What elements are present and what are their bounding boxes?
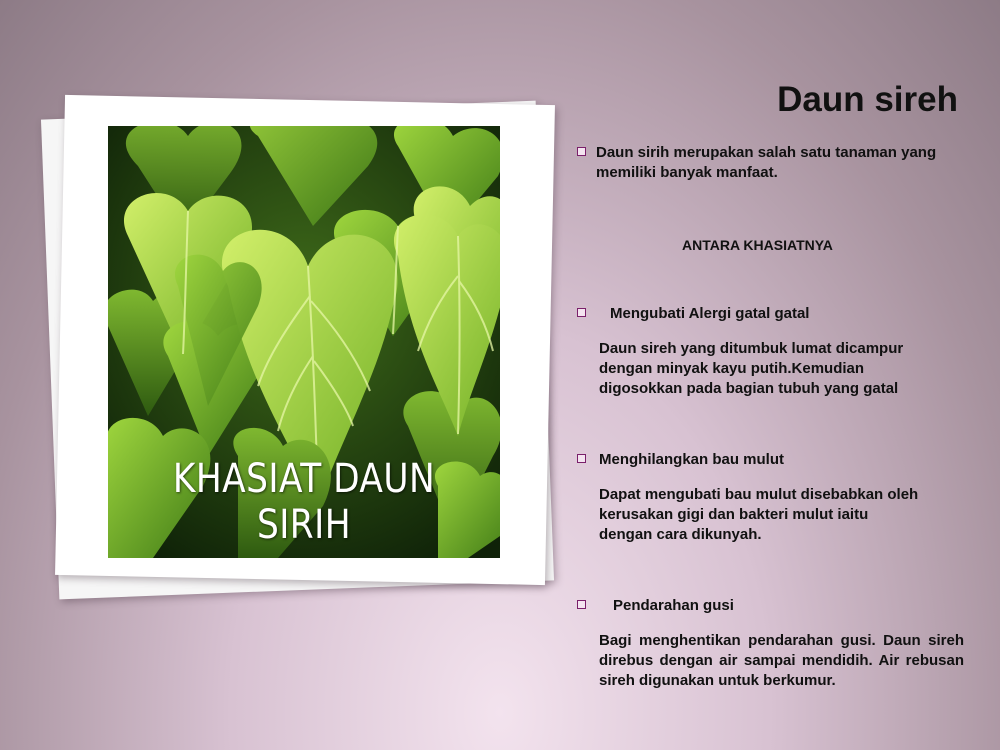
item-heading-alergi: Mengubati Alergi gatal gatal [610,305,810,322]
bullet-icon [577,147,586,156]
item-text-pendarahan: Bagi menghentikan pendarahan gusi. Daun sireh direbus dengan air sampai mendidih. Air rebusan sireh digunakan untuk berkumur. [599,632,964,689]
slide-title: Daun sireh [777,80,958,119]
bullet-icon [577,454,586,463]
item-heading-bau-mulut: Menghilangkan bau mulut [599,451,785,468]
text-line: kerusakan gigi dan bakteri mulut iaitu [599,506,869,523]
item-text-bau-mulut [599,485,959,545]
text-line: Dapat mengubati bau mulut disebabkan oleh [599,486,919,503]
section-heading: ANTARA KHASIATNYA [682,237,833,253]
intro-text: Daun sirih merupakan salah satu tanaman yang memiliki banyak manfaat. [596,144,937,181]
item-text-alergi [599,339,959,399]
text-line: dengan cara dikunyah. [599,526,762,543]
text-line: digosokkan pada bagian tubuh yang gatal [599,380,899,397]
text-line: dengan minyak kayu putih.Kemudian [599,360,865,377]
bullet-icon [577,600,586,609]
bullet-icon [577,308,586,317]
text-line: Daun sireh yang ditumbuk lumat dicampur [599,340,904,357]
item-heading-pendarahan: Pendarahan gusi [613,597,734,614]
photo-caption: KHASIAT DAUN SIRIH [172,456,436,548]
betel-leaves-photo [108,126,500,558]
